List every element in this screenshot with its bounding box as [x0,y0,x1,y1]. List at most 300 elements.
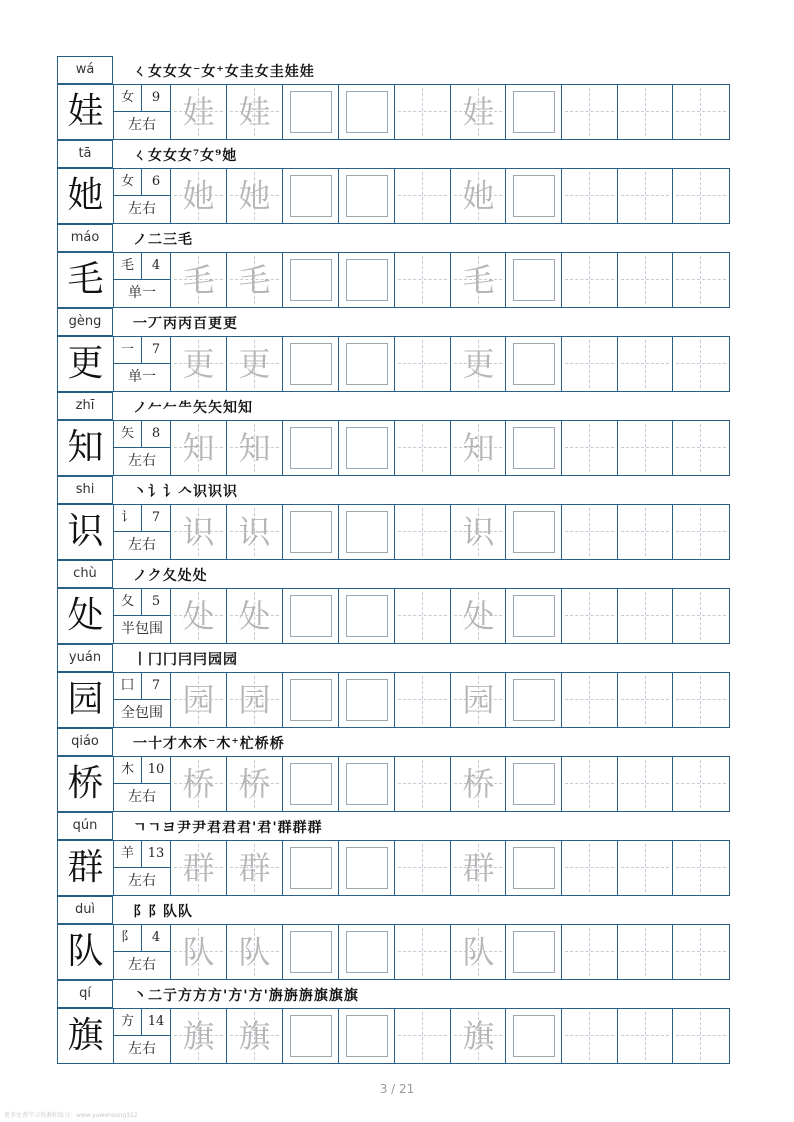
inner-box [290,91,332,133]
blank-cell[interactable] [618,421,673,475]
blank-cell[interactable] [618,841,673,895]
guide-line-vertical [645,928,646,976]
blank-cell[interactable] [618,925,673,979]
box-cell[interactable] [283,505,339,559]
model-character: 队 [58,925,114,979]
guide-line-vertical [700,760,701,808]
blank-cell[interactable] [395,421,451,475]
blank-cell[interactable] [673,589,729,643]
guide-line-horizontal [676,279,726,280]
structure: 单一 [128,285,156,301]
inner-box [290,259,332,301]
blank-cell[interactable] [673,337,729,391]
box-cell[interactable] [506,337,562,391]
box-cell[interactable] [339,925,395,979]
guide-line-horizontal [398,699,447,700]
box-cell[interactable] [283,421,339,475]
box-cell[interactable] [506,85,562,139]
trace-cell[interactable] [171,673,227,727]
guide-line-vertical [589,88,590,136]
trace-cell[interactable] [451,505,506,559]
guide-line-horizontal [398,531,447,532]
trace-character: 群 [182,849,215,887]
model-character: 更 [58,337,114,391]
character-row [57,168,730,224]
box-cell[interactable] [283,169,339,223]
guide-line-horizontal [398,867,447,868]
inner-box [290,847,332,889]
trace-cell[interactable] [451,85,506,139]
inner-box [346,1015,388,1057]
blank-cell[interactable] [562,589,618,643]
pinyin-label: chù [57,560,113,588]
stroke-count: 4 [142,925,170,952]
character-info [114,169,171,223]
character-row [57,672,730,728]
blank-cell[interactable] [673,925,729,979]
structure: 左右 [128,873,156,889]
trace-character: 毛 [462,261,495,299]
practice-cells [171,505,729,559]
row-header [57,308,730,336]
footer-watermark: 更多免费学习资源和练习：www.yuwensong312 [4,1112,138,1119]
blank-cell[interactable] [562,253,618,307]
trace-character: 识 [238,513,271,551]
pinyin-label: wá [57,56,113,84]
model-character: 园 [58,673,114,727]
guide-line-vertical [700,424,701,472]
guide-line-vertical [700,1012,701,1060]
trace-cell[interactable] [227,85,283,139]
blank-cell[interactable] [395,169,451,223]
guide-line-vertical [422,928,423,976]
blank-cell[interactable] [618,673,673,727]
guide-line-horizontal [565,951,614,952]
trace-character: 队 [462,933,495,971]
stroke-order: ノ𠂉𠂉⺧矢矢知知 [133,400,253,416]
guide-line-vertical [589,340,590,388]
blank-cell[interactable] [673,841,729,895]
blank-cell[interactable] [562,757,618,811]
guide-line-vertical [645,592,646,640]
row-header [57,896,730,924]
guide-line-vertical [422,88,423,136]
blank-cell[interactable] [562,505,618,559]
trace-character: 更 [462,345,495,383]
character-row [57,504,730,560]
guide-line-horizontal [676,1035,726,1036]
box-cell[interactable] [283,673,339,727]
trace-character: 园 [238,681,271,719]
box-cell[interactable] [506,757,562,811]
blank-cell[interactable] [395,841,451,895]
inner-box [346,595,388,637]
structure: 全包围 [121,705,163,721]
inner-box [513,259,555,301]
blank-cell[interactable] [395,589,451,643]
trace-cell[interactable] [227,673,283,727]
guide-line-vertical [422,256,423,304]
pinyin-label: gèng [57,308,113,336]
inner-box [346,259,388,301]
blank-cell[interactable] [618,85,673,139]
trace-cell[interactable] [451,925,506,979]
box-cell[interactable] [506,421,562,475]
box-cell[interactable] [339,505,395,559]
blank-cell[interactable] [562,1009,618,1063]
inner-box [346,679,388,721]
row-header [57,476,730,504]
row-header [57,224,730,252]
box-cell[interactable] [283,841,339,895]
inner-box [346,343,388,385]
structure: 左右 [128,201,156,217]
box-cell[interactable] [339,253,395,307]
box-cell[interactable] [506,169,562,223]
character-row [57,756,730,812]
stroke-count: 14 [142,1009,170,1036]
radical: 女 [114,85,142,112]
box-cell[interactable] [339,85,395,139]
trace-cell[interactable] [171,925,227,979]
blank-cell[interactable] [395,673,451,727]
blank-cell[interactable] [673,1009,729,1063]
trace-character: 处 [462,597,495,635]
blank-cell[interactable] [395,253,451,307]
guide-line-vertical [422,508,423,556]
blank-cell[interactable] [395,925,451,979]
trace-cell[interactable] [451,1009,506,1063]
inner-box [346,511,388,553]
guide-line-vertical [645,172,646,220]
guide-line-vertical [589,172,590,220]
character-info [114,925,171,979]
box-cell[interactable] [283,253,339,307]
practice-cells [171,757,729,811]
pinyin-label: yuán [57,644,113,672]
inner-box [290,763,332,805]
radical: 阝 [114,925,142,952]
practice-cells [171,337,729,391]
guide-line-vertical [700,88,701,136]
guide-line-horizontal [565,363,614,364]
box-cell[interactable] [506,673,562,727]
stroke-order: 一十才木木⁻木⁺杧桥桥 [133,736,285,752]
pinyin-label: qiáo [57,728,113,756]
trace-cell[interactable] [171,253,227,307]
character-row [57,924,730,980]
trace-cell[interactable] [227,169,283,223]
box-cell[interactable] [506,841,562,895]
trace-character: 她 [238,177,271,215]
blank-cell[interactable] [562,925,618,979]
guide-line-vertical [645,844,646,892]
trace-cell[interactable] [227,757,283,811]
guide-line-horizontal [398,951,447,952]
box-cell[interactable] [339,841,395,895]
blank-cell[interactable] [673,421,729,475]
trace-character: 她 [462,177,495,215]
practice-cells [171,841,729,895]
inner-box [290,427,332,469]
blank-cell[interactable] [618,589,673,643]
trace-character: 知 [462,429,495,467]
character-info [114,1009,171,1063]
box-cell[interactable] [339,589,395,643]
trace-character: 识 [462,513,495,551]
radical: 女 [114,169,142,196]
box-cell[interactable] [506,505,562,559]
trace-cell[interactable] [227,841,283,895]
character-info [114,757,171,811]
trace-cell[interactable] [171,505,227,559]
trace-character: 知 [238,429,271,467]
guide-line-vertical [645,340,646,388]
trace-cell[interactable] [451,841,506,895]
trace-cell[interactable] [451,337,506,391]
box-cell[interactable] [283,337,339,391]
inner-box [290,343,332,385]
guide-line-horizontal [565,699,614,700]
trace-cell[interactable] [227,589,283,643]
guide-line-vertical [645,424,646,472]
structure: 左右 [128,957,156,973]
inner-box [513,427,555,469]
model-character: 娃 [58,85,114,139]
trace-cell[interactable] [451,673,506,727]
box-cell[interactable] [506,1009,562,1063]
trace-cell[interactable] [227,421,283,475]
trace-cell[interactable] [227,253,283,307]
guide-line-horizontal [398,279,447,280]
practice-cells [171,85,729,139]
blank-cell[interactable] [673,169,729,223]
stroke-count: 8 [142,421,170,448]
blank-cell[interactable] [395,757,451,811]
trace-cell[interactable] [451,421,506,475]
guide-line-horizontal [621,363,669,364]
guide-line-vertical [422,172,423,220]
guide-line-horizontal [676,867,726,868]
guide-line-horizontal [398,363,447,364]
trace-character: 娃 [462,93,495,131]
blank-cell[interactable] [562,673,618,727]
practice-cells [171,1009,729,1063]
guide-line-vertical [589,1012,590,1060]
guide-line-vertical [589,256,590,304]
inner-box [346,91,388,133]
blank-cell[interactable] [562,337,618,391]
model-character: 旗 [58,1009,114,1063]
character-row [57,336,730,392]
box-cell[interactable] [339,337,395,391]
blank-cell[interactable] [673,673,729,727]
radical: 矢 [114,421,142,448]
guide-line-vertical [422,340,423,388]
trace-cell[interactable] [171,169,227,223]
blank-cell[interactable] [618,337,673,391]
box-cell[interactable] [283,1009,339,1063]
stroke-order: ㄑ女女女⁷女⁹她 [133,148,238,164]
blank-cell[interactable] [673,85,729,139]
radical: 毛 [114,253,142,280]
box-cell[interactable] [339,169,395,223]
trace-cell[interactable] [227,505,283,559]
blank-cell[interactable] [562,421,618,475]
blank-cell[interactable] [395,505,451,559]
inner-box [513,175,555,217]
radical: 一 [114,337,142,364]
box-cell[interactable] [339,673,395,727]
blank-cell[interactable] [618,1009,673,1063]
guide-line-horizontal [621,867,669,868]
trace-cell[interactable] [451,253,506,307]
inner-box [513,679,555,721]
practice-cells [171,421,729,475]
trace-character: 园 [182,681,215,719]
box-cell[interactable] [339,757,395,811]
trace-cell[interactable] [171,589,227,643]
model-character: 她 [58,169,114,223]
box-cell[interactable] [339,1009,395,1063]
box-cell[interactable] [506,925,562,979]
guide-line-horizontal [621,279,669,280]
trace-cell[interactable] [227,337,283,391]
pinyin-label: qún [57,812,113,840]
trace-cell[interactable] [227,925,283,979]
pinyin-label: tā [57,140,113,168]
trace-character: 园 [462,681,495,719]
guide-line-horizontal [621,531,669,532]
trace-cell[interactable] [171,757,227,811]
blank-cell[interactable] [618,169,673,223]
guide-line-horizontal [621,195,669,196]
trace-cell[interactable] [171,85,227,139]
guide-line-vertical [589,928,590,976]
guide-line-vertical [422,844,423,892]
guide-line-vertical [700,844,701,892]
radical: 讠 [114,505,142,532]
blank-cell[interactable] [673,757,729,811]
radical: 木 [114,757,142,784]
box-cell[interactable] [506,589,562,643]
guide-line-vertical [589,676,590,724]
character-row [57,252,730,308]
character-row [57,840,730,896]
guide-line-vertical [422,760,423,808]
blank-cell[interactable] [618,757,673,811]
model-character: 识 [58,505,114,559]
stroke-count: 10 [142,757,170,784]
trace-character: 桥 [182,765,215,803]
blank-cell[interactable] [618,253,673,307]
guide-line-horizontal [676,111,726,112]
character-info [114,85,171,139]
radical: 囗 [114,673,142,700]
trace-cell[interactable] [171,337,227,391]
inner-box [290,1015,332,1057]
inner-box [346,847,388,889]
blank-cell[interactable] [562,85,618,139]
inner-box [513,847,555,889]
guide-line-vertical [422,676,423,724]
trace-cell[interactable] [171,1009,227,1063]
blank-cell[interactable] [395,337,451,391]
trace-cell[interactable] [451,757,506,811]
guide-line-vertical [589,424,590,472]
stroke-order: ノ二三毛 [133,232,193,248]
blank-cell[interactable] [673,253,729,307]
stroke-order: 丶讠讠𠆢识识识 [133,484,238,500]
guide-line-horizontal [398,615,447,616]
box-cell[interactable] [283,85,339,139]
guide-line-horizontal [676,783,726,784]
inner-box [513,511,555,553]
stroke-order: ㄱㄱヨ尹尹君君君'君'群群群 [133,820,323,836]
guide-line-vertical [645,256,646,304]
inner-box [513,931,555,973]
trace-cell[interactable] [451,169,506,223]
trace-cell[interactable] [451,589,506,643]
structure: 左右 [128,117,156,133]
row-header [57,728,730,756]
trace-character: 毛 [182,261,215,299]
model-character: 桥 [58,757,114,811]
structure: 左右 [128,1041,156,1057]
practice-cells [171,925,729,979]
box-cell[interactable] [283,925,339,979]
trace-character: 她 [182,177,215,215]
box-cell[interactable] [283,589,339,643]
pinyin-label: shi [57,476,113,504]
trace-cell[interactable] [171,841,227,895]
trace-cell[interactable] [171,421,227,475]
stroke-order: 丨冂冂冃冃园园 [133,652,238,668]
guide-line-horizontal [565,615,614,616]
blank-cell[interactable] [562,169,618,223]
pinyin-label: zhī [57,392,113,420]
blank-cell[interactable] [673,505,729,559]
stroke-order: ノク夂处处 [133,568,208,584]
stroke-count: 7 [142,673,170,700]
blank-cell[interactable] [395,85,451,139]
guide-line-vertical [700,928,701,976]
box-cell[interactable] [339,421,395,475]
blank-cell[interactable] [618,505,673,559]
guide-line-vertical [589,760,590,808]
guide-line-vertical [700,172,701,220]
guide-line-horizontal [621,783,669,784]
box-cell[interactable] [506,253,562,307]
guide-line-horizontal [398,783,447,784]
guide-line-vertical [645,1012,646,1060]
character-info [114,589,171,643]
guide-line-horizontal [398,447,447,448]
inner-box [513,343,555,385]
box-cell[interactable] [283,757,339,811]
character-info [114,505,171,559]
structure: 半包围 [121,621,163,637]
page-number: 3 / 21 [379,1082,415,1096]
trace-character: 更 [238,345,271,383]
model-character: 处 [58,589,114,643]
trace-character: 处 [182,597,215,635]
stroke-order: ㄑ女女女⁻女⁺女圭女圭娃娃 [133,64,315,80]
blank-cell[interactable] [395,1009,451,1063]
blank-cell[interactable] [562,841,618,895]
pinyin-label: qí [57,980,113,1008]
trace-cell[interactable] [227,1009,283,1063]
